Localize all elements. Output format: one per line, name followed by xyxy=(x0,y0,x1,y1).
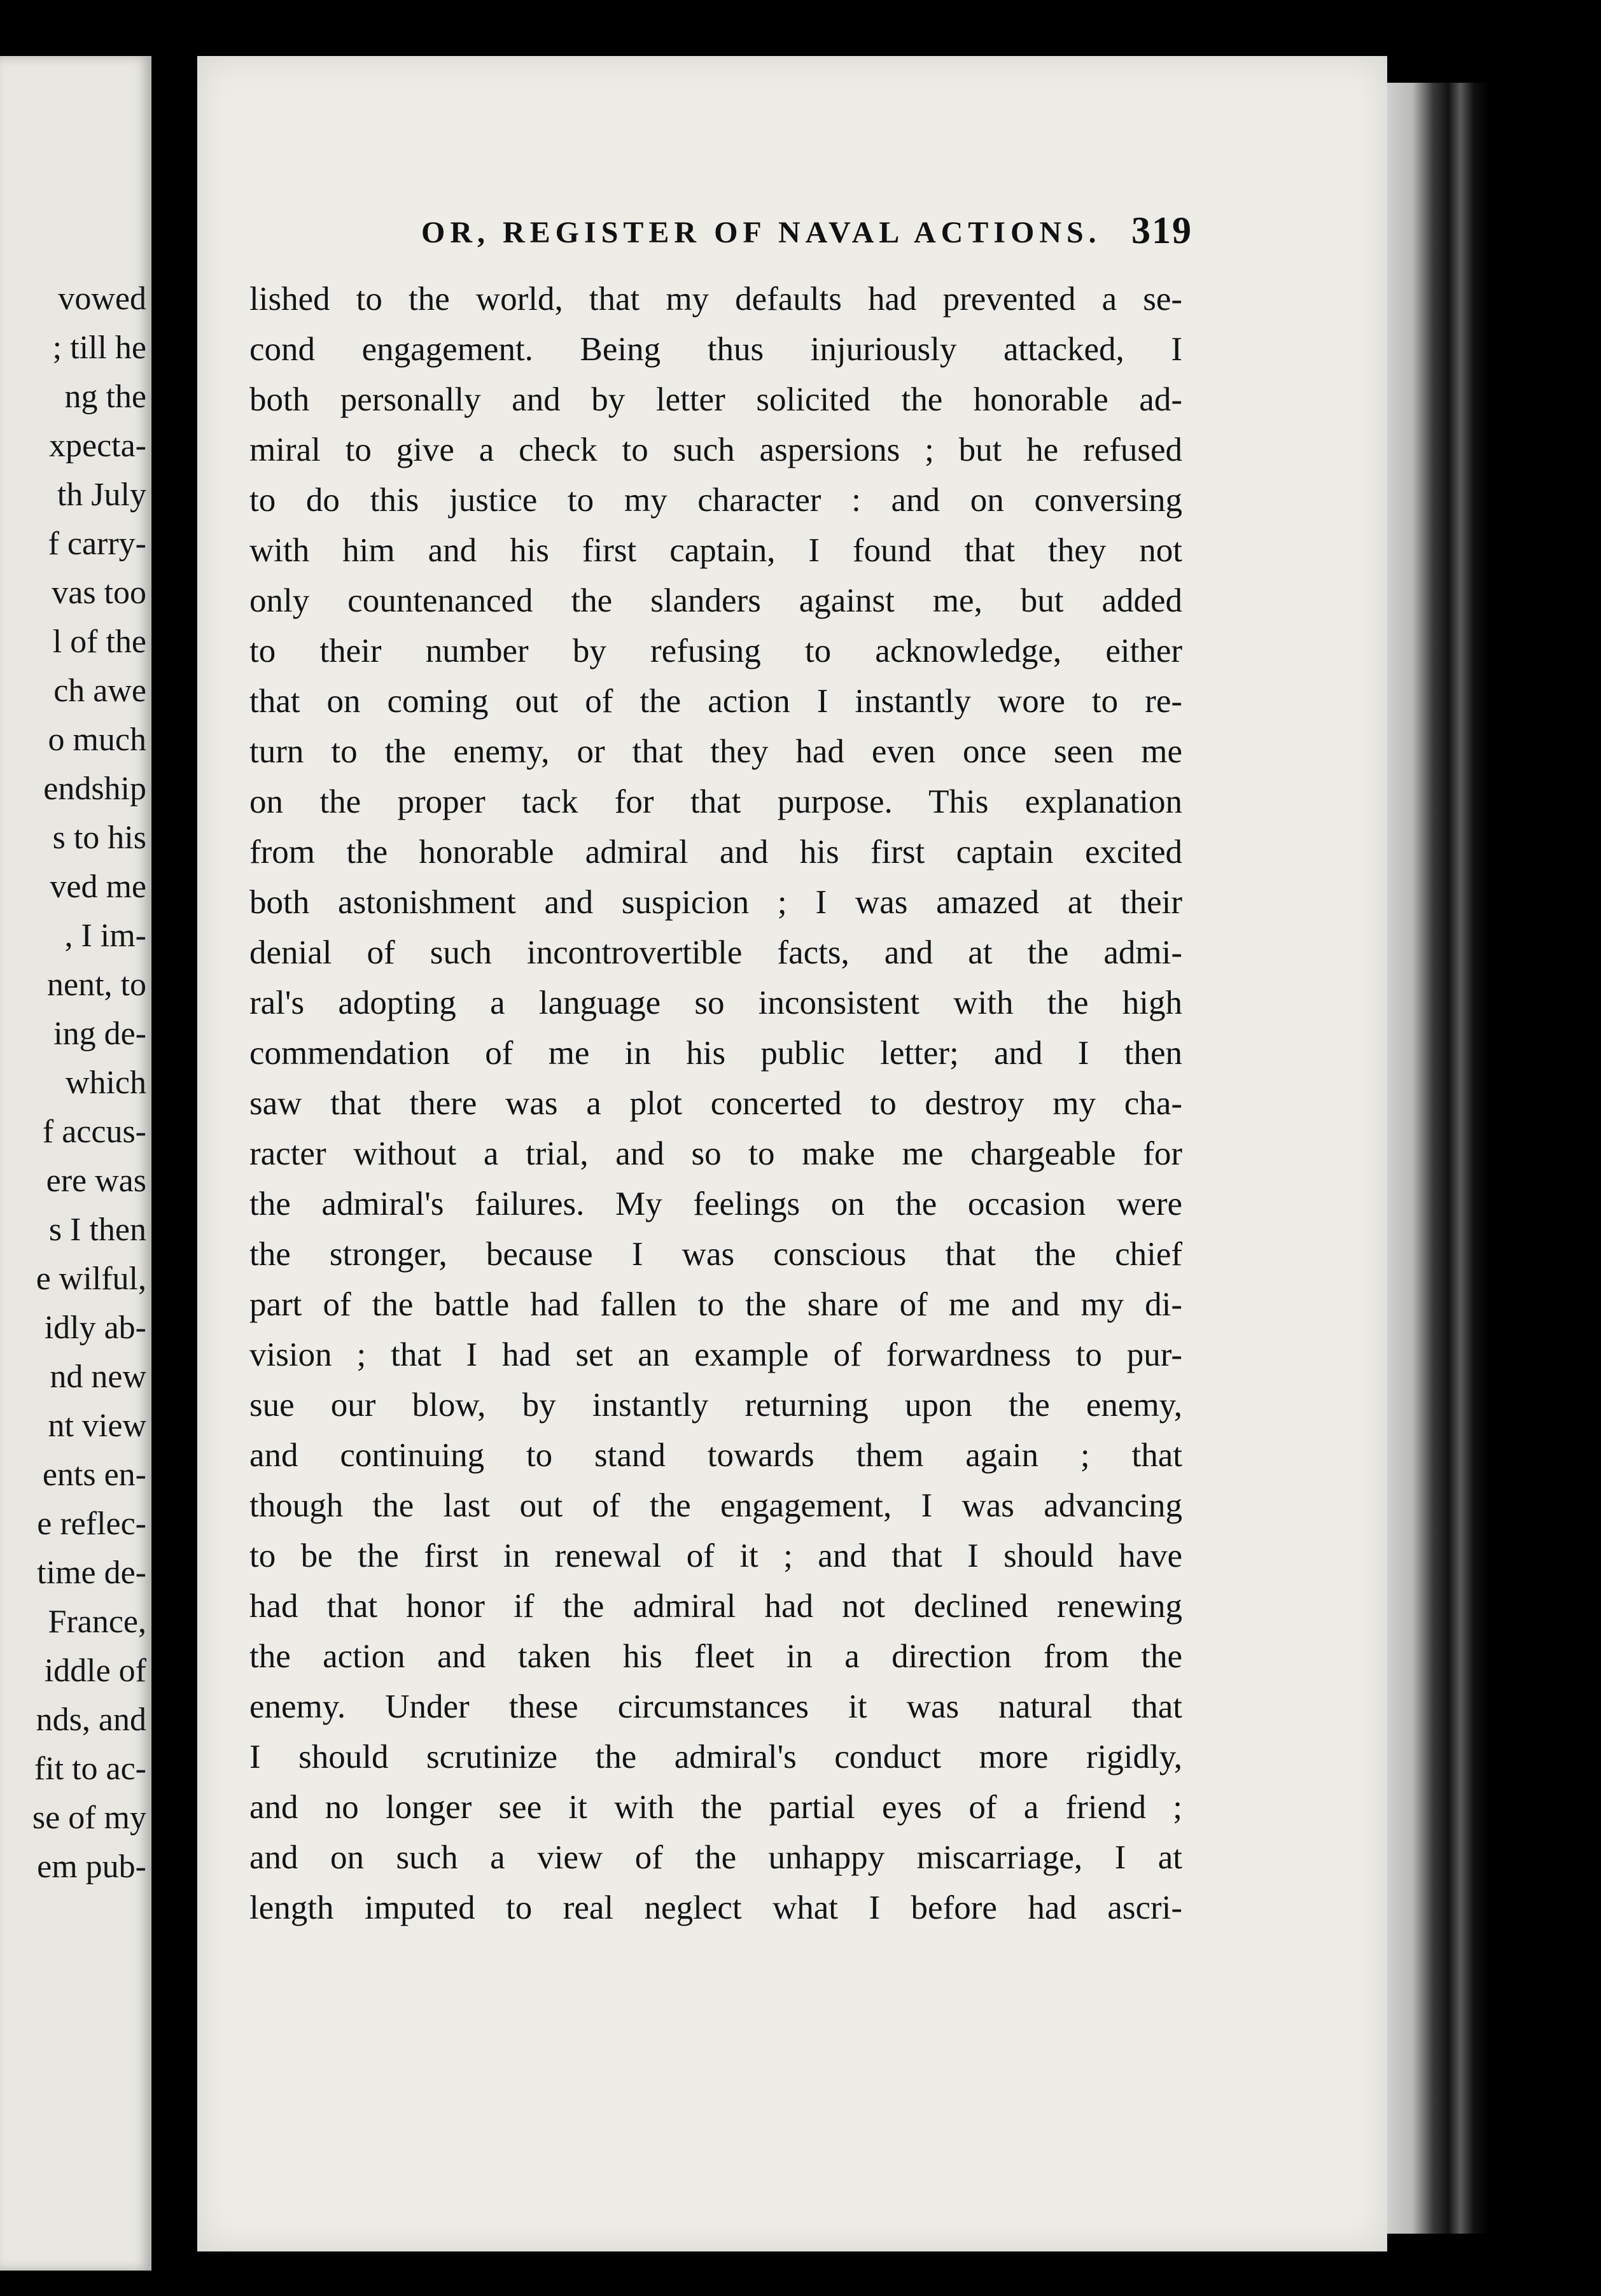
left-page-line: ; till he xyxy=(52,330,146,366)
left-page-line: , I im- xyxy=(64,918,146,954)
text-line: to their number by refusing to acknowledge, either xyxy=(249,633,1182,669)
text-line: miral to give a check to such aspersions ; but he refused xyxy=(249,431,1182,468)
text-line: both personally and by letter solicited the honorable ad- xyxy=(249,381,1182,418)
left-page-line: nt view xyxy=(48,1408,146,1444)
left-page-line: ing de- xyxy=(53,1016,146,1052)
page-edge-stack xyxy=(1387,83,1489,2234)
book-gutter xyxy=(151,0,197,2296)
running-head xyxy=(421,211,1192,257)
text-line: I should scrutinize the admiral's conduct more rigidly, xyxy=(249,1739,1182,1775)
left-page-line: nent, to xyxy=(47,967,146,1003)
running-head-title: OR, REGISTER OF NAVAL ACTIONS. xyxy=(421,216,1101,249)
left-page-line: s to his xyxy=(52,820,146,856)
text-line: saw that there was a plot concerted to destroy my cha- xyxy=(249,1085,1182,1122)
left-page-line: vowed xyxy=(58,281,146,317)
text-line: to do this justice to my character : and on conversing xyxy=(249,482,1182,519)
left-page-line: nd new xyxy=(50,1359,146,1395)
text-line: and continuing to stand towards them again ; that xyxy=(249,1437,1182,1474)
text-line: cond engagement. Being thus injuriously attacked, I xyxy=(249,331,1182,368)
text-line: ral's adopting a language so inconsistent with the high xyxy=(249,984,1182,1021)
text-line: racter without a trial, and so to make me chargeable for xyxy=(249,1135,1182,1172)
text-line: and no longer see it with the partial eyes of a friend ; xyxy=(249,1789,1182,1826)
left-page-line: e wilful, xyxy=(36,1261,146,1297)
left-page-line: which xyxy=(65,1065,146,1101)
text-line: the action and taken his fleet in a direction from the xyxy=(249,1638,1182,1675)
page-number: 319 xyxy=(1131,209,1192,251)
text-line: to be the first in renewal of it ; and that I should have xyxy=(249,1537,1182,1574)
text-line: both astonishment and suspicion ; I was amazed at their xyxy=(249,884,1182,921)
left-page-line: nds, and xyxy=(36,1702,146,1738)
text-line: commendation of me in his public letter; and I then xyxy=(249,1035,1182,1072)
left-page-fragment xyxy=(0,56,151,2271)
left-page-line: time de- xyxy=(37,1555,146,1591)
left-page-line: se of my xyxy=(32,1800,146,1836)
text-line: turn to the enemy, or that they had even once seen me xyxy=(249,733,1182,770)
text-line: the admiral's failures. My feelings on the occasion were xyxy=(249,1186,1182,1222)
text-line: and on such a view of the unhappy miscarriage, I at xyxy=(249,1839,1182,1876)
text-line: though the last out of the engagement, I was advancing xyxy=(249,1487,1182,1524)
text-line: part of the battle had fallen to the share of me and my di- xyxy=(249,1286,1182,1323)
text-line: on the proper tack for that purpose. This explanation xyxy=(249,783,1182,820)
text-line: only countenanced the slanders against me, but added xyxy=(249,582,1182,619)
text-line: that on coming out of the action I instantly wore to re- xyxy=(249,683,1182,720)
left-page-line: f carry- xyxy=(48,526,146,562)
left-page-line: ch awe xyxy=(53,673,146,709)
left-page-line: ng the xyxy=(64,379,146,415)
left-page-line: vas too xyxy=(52,575,146,611)
text-line: lished to the world, that my defaults had prevented a se- xyxy=(249,281,1182,318)
left-page-line: s I then xyxy=(48,1212,146,1248)
left-page-line: l of the xyxy=(52,624,146,660)
left-page-line: xpecta- xyxy=(48,428,146,464)
left-page-line: em pub- xyxy=(37,1849,146,1885)
text-line: length imputed to real neglect what I before had ascri- xyxy=(249,1889,1182,1926)
left-page-line: f accus- xyxy=(42,1114,146,1150)
text-line: from the honorable admiral and his first captain excited xyxy=(249,834,1182,871)
text-line: had that honor if the admiral had not declined renewing xyxy=(249,1588,1182,1625)
left-page-line: ved me xyxy=(50,869,146,905)
left-page-line: fit to ac- xyxy=(34,1751,146,1787)
left-page-line: France, xyxy=(48,1604,146,1640)
text-line: with him and his first captain, I found that they not xyxy=(249,532,1182,569)
left-page-line: e reflec- xyxy=(37,1506,146,1542)
left-page-line: idly ab- xyxy=(44,1310,146,1346)
text-line: enemy. Under these circumstances it was natural that xyxy=(249,1688,1182,1725)
left-page-line: ere was xyxy=(46,1163,146,1199)
text-line: vision ; that I had set an example of forwardness to pur- xyxy=(249,1336,1182,1373)
text-line: sue our blow, by instantly returning upon the enemy, xyxy=(249,1387,1182,1424)
left-page-line: endship xyxy=(43,771,146,807)
left-page-line: o much xyxy=(48,722,146,758)
left-page-line: iddle of xyxy=(44,1653,146,1689)
text-line: the stronger, because I was conscious that the chief xyxy=(249,1236,1182,1273)
left-page-line: ents en- xyxy=(42,1457,146,1493)
left-page-line: th July xyxy=(57,477,146,513)
text-line: denial of such incontrovertible facts, and at the admi- xyxy=(249,934,1182,971)
